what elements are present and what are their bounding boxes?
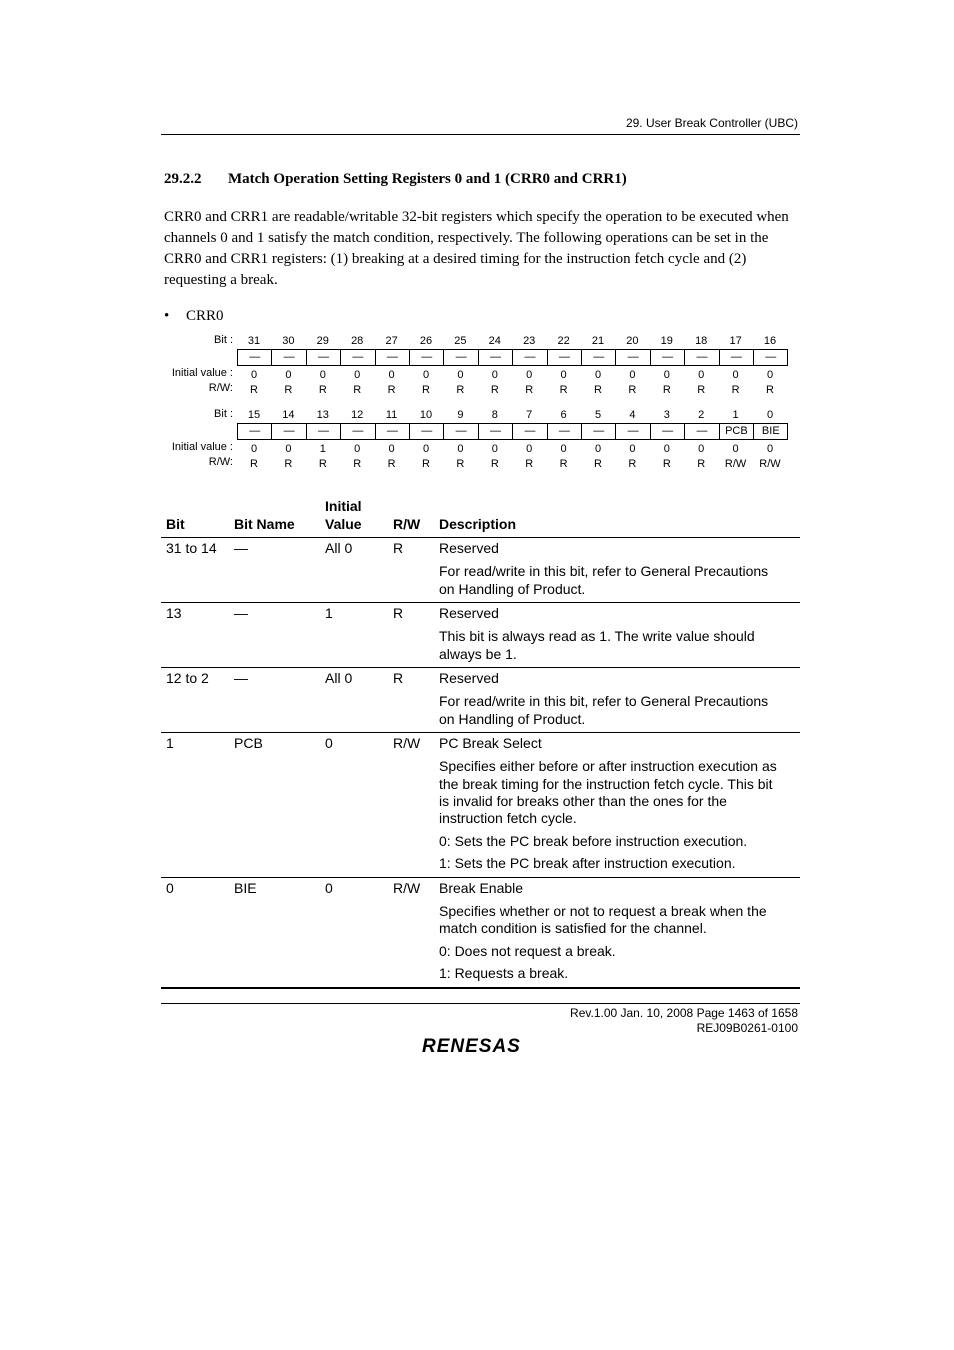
col-header-initial-1: Initial (325, 498, 362, 514)
initial-value: 0 (457, 369, 464, 381)
bit-number: 19 (660, 335, 673, 347)
bit-number: 9 (457, 409, 464, 421)
initial-value: 0 (766, 369, 774, 381)
row-description-line: Break Enable (439, 880, 524, 896)
initial-value: 1 (319, 443, 326, 455)
initial-value: 0 (663, 369, 670, 381)
initial-value: 0 (766, 443, 774, 455)
row-description-line: Reserved (439, 540, 499, 556)
upper-bit-field-box (237, 349, 788, 366)
bit-name-cell: — (548, 350, 582, 365)
bit-number: 11 (385, 409, 398, 421)
bit-name-cell: — (307, 350, 341, 365)
rw-value: R (490, 384, 499, 396)
rw-value: R (353, 384, 362, 396)
table-bottom-rule (161, 987, 800, 989)
bit-number: 24 (488, 335, 501, 347)
bit-name-cell: — (513, 350, 547, 365)
bit-number: 0 (766, 409, 774, 421)
bit-number: 2 (698, 409, 705, 421)
initial-value: 0 (388, 443, 395, 455)
rw-value: R (250, 384, 258, 396)
rw-value: R (422, 458, 430, 470)
rw-value: R (387, 384, 396, 396)
bit-name-cell: — (479, 424, 513, 439)
bit-name-cell: — (720, 350, 754, 365)
row-separator (161, 732, 800, 733)
bit-name-cell: — (616, 424, 650, 439)
row-bit-name: PCB (234, 735, 263, 751)
rw-value: R (525, 384, 534, 396)
initial-value: 0 (698, 369, 705, 381)
rw-value: R (250, 458, 258, 470)
bit-number: 23 (523, 335, 536, 347)
bit-number: 15 (247, 409, 261, 421)
initial-value: 0 (560, 369, 567, 381)
row-bit-name: — (234, 670, 248, 686)
intro-paragraph: CRR0 and CRR1 are readable/writable 32-bit registers which specify the operation to be executed when channels 0 and 1 satisfy the match condition, respectively. The following operations can be set in the CRR0 and CRR1 registers: (1) breaking at a desired timing for the instruction fetch cycle and (2) requesting a break. (164, 209, 789, 288)
bit-number: 21 (591, 335, 605, 347)
bit-name-cell: — (765, 351, 777, 363)
renesas-logo-mark (422, 1033, 542, 1057)
row-separator (161, 602, 800, 603)
rw-value: R (318, 384, 327, 396)
row-description-line: 1: Sets the PC break after instruction execution. (439, 855, 736, 871)
bit-number: 8 (491, 409, 498, 421)
row-description-line: on Handling of Product. (439, 711, 586, 727)
lower-bit-row-label: Bit : (214, 408, 233, 420)
bit-name-cell: — (479, 350, 513, 365)
bit-name-cell: — (651, 350, 685, 365)
rw-value: R (559, 384, 568, 396)
initial-value: 0 (732, 443, 739, 455)
row-rw: R (393, 540, 404, 556)
row-description-line: Specifies either before or after instruction execution as (439, 758, 777, 774)
bit-number: 13 (316, 409, 329, 421)
row-separator (161, 877, 800, 878)
row-rw: R/W (393, 880, 421, 896)
row-description-line: PC Break Select (439, 735, 542, 751)
bit-name-cell: — (238, 350, 272, 365)
upper-bit-row-label: Bit : (214, 334, 233, 346)
row-bit: 1 (166, 735, 174, 751)
footer-info (570, 1006, 798, 1036)
lower-initial-row-label: Initial value : (171, 441, 233, 453)
renesas-logo (422, 1033, 542, 1057)
col-header-description: Description (439, 516, 517, 532)
row-description-line: 0: Sets the PC break before instruction execution. (439, 833, 748, 849)
row-description-line: 1: Requests a break. (439, 965, 569, 981)
row-rw: R/W (393, 735, 421, 751)
rw-value: R (697, 458, 706, 470)
row-description-line: on Handling of Product. (439, 581, 586, 597)
initial-value: 0 (663, 443, 670, 455)
row-initial-value: 0 (325, 735, 333, 751)
upper-initial-row-label: Initial value : (171, 367, 233, 379)
section-title: Match Operation Setting Registers 0 and 1 (CRR0 and CRR1) (228, 171, 627, 187)
bit-number: 26 (419, 335, 433, 347)
initial-value: 0 (250, 443, 258, 455)
initial-value: 0 (422, 443, 430, 455)
initial-value: 0 (354, 443, 361, 455)
rw-value: R (628, 458, 637, 470)
section-number: 29.2.2 (164, 171, 202, 187)
rw-value: R (662, 384, 671, 396)
upper-rw-row-label: R/W: (208, 382, 233, 394)
bit-number: 7 (526, 409, 533, 421)
row-bit: 12 to 2 (166, 670, 209, 686)
rw-value: R (284, 458, 293, 470)
rw-value: R (594, 384, 602, 396)
header-rule (161, 134, 800, 135)
bit-name-cell: — (341, 424, 375, 439)
initial-value: 0 (491, 369, 498, 381)
bullet: • (164, 308, 170, 324)
rw-value: R (284, 384, 293, 396)
initial-value: 0 (560, 443, 567, 455)
bit-number: 20 (626, 335, 639, 347)
bit-number: 27 (385, 335, 398, 347)
logo-text: RENESAS (422, 1036, 521, 1057)
row-initial-value: 1 (325, 605, 333, 621)
initial-value: 0 (319, 369, 326, 381)
rw-value: R (456, 384, 465, 396)
row-separator (161, 667, 800, 668)
bit-name-cell: — (444, 350, 478, 365)
bit-name-cell: BIE (761, 425, 780, 437)
row-description-line: Reserved (439, 670, 499, 686)
row-bit-name: — (234, 605, 248, 621)
lower-rw-row-label: R/W: (208, 456, 233, 468)
initial-value: 0 (250, 369, 258, 381)
row-description-line: instruction fetch cycle. (439, 810, 577, 826)
bit-number: 22 (557, 335, 570, 347)
lower-bit-field-box (237, 423, 788, 440)
rw-value: R (422, 384, 430, 396)
bit-number: 17 (729, 335, 742, 347)
register-label (164, 308, 224, 325)
section-heading (164, 171, 627, 188)
col-header-rw: R/W (393, 516, 421, 532)
rw-value: R (628, 384, 637, 396)
row-bit-name: BIE (234, 880, 257, 896)
initial-value: 0 (457, 443, 464, 455)
register-name: CRR0 (186, 308, 224, 324)
initial-value: 0 (285, 443, 292, 455)
row-initial-value: All 0 (325, 670, 353, 686)
row-description-line: always be 1. (439, 646, 517, 662)
bit-number: 16 (763, 335, 777, 347)
col-header-bit: Bit (166, 516, 185, 532)
row-rw: R (393, 670, 404, 686)
bit-name-cell: — (376, 350, 410, 365)
bit-name-cell: — (582, 350, 616, 365)
col-header-initial-2: Value (325, 516, 362, 532)
col-header-bit-name: Bit Name (234, 516, 295, 532)
row-description-line: the break timing for the instruction fetch cycle. This bit (439, 776, 773, 792)
initial-value: 0 (594, 369, 602, 381)
bit-number: 1 (732, 409, 739, 421)
bit-name-cell: — (272, 350, 306, 365)
initial-value: 0 (698, 443, 705, 455)
rw-value: R (766, 384, 774, 396)
row-description-line: match condition is satisfied for the channel. (439, 920, 707, 936)
bit-number: 3 (663, 409, 670, 421)
rw-value: R (456, 458, 465, 470)
rw-value: R (353, 458, 362, 470)
initial-value: 0 (388, 369, 395, 381)
bit-name-cell: — (685, 424, 719, 439)
row-description-line: is invalid for breaks other than the ones for the (439, 793, 727, 809)
initial-value: 0 (354, 369, 361, 381)
bit-name-cell: — (272, 424, 306, 439)
initial-value: 0 (526, 443, 533, 455)
bit-name-cell: — (651, 424, 685, 439)
bit-name-cell: — (410, 350, 444, 365)
row-bit: 31 to 14 (166, 540, 217, 556)
row-description-line: 0: Does not request a break. (439, 943, 616, 959)
initial-value: 0 (629, 443, 636, 455)
row-description-line: For read/write in this bit, refer to General Precautions (439, 563, 769, 579)
bit-number: 29 (316, 335, 329, 347)
row-bit: 0 (166, 880, 174, 896)
initial-value: 0 (526, 369, 533, 381)
bit-name-cell: — (444, 424, 478, 439)
row-initial-value: All 0 (325, 540, 353, 556)
bit-number: 5 (594, 409, 602, 421)
bit-number: 12 (351, 409, 364, 421)
bit-number: 6 (560, 409, 567, 421)
footer-rule (161, 1003, 800, 1004)
bit-name-cell: PCB (720, 424, 754, 439)
footer-rev: Rev.1.00 Jan. 10, 2008 Page 1463 of 1658 (570, 1006, 798, 1020)
bit-name-cell: — (410, 424, 444, 439)
bit-name-cell: — (513, 424, 547, 439)
initial-value: 0 (491, 443, 498, 455)
footer-doc-number: REJ09B0261-0100 (696, 1021, 798, 1035)
bit-name-cell: — (376, 424, 410, 439)
bit-name-cell: — (616, 350, 650, 365)
table-header-rule (161, 537, 800, 538)
bit-number: 31 (247, 335, 261, 347)
row-description-line: For read/write in this bit, refer to General Precautions (439, 693, 769, 709)
bit-name-cell: — (307, 424, 341, 439)
bit-number: 10 (419, 409, 433, 421)
bit-name-cell: — (341, 350, 375, 365)
rw-value: R (525, 458, 534, 470)
bit-number: 18 (695, 335, 708, 347)
rw-value: R (662, 458, 671, 470)
bit-number: 30 (282, 335, 295, 347)
rw-value: R (387, 458, 396, 470)
row-bit: 13 (166, 605, 182, 621)
bit-name-cell: — (685, 350, 719, 365)
rw-value: R (559, 458, 568, 470)
row-rw: R (393, 605, 404, 621)
initial-value: 0 (629, 369, 636, 381)
initial-value: 0 (594, 443, 602, 455)
rw-value: R/W (759, 458, 781, 470)
bit-name-cell: — (582, 424, 616, 439)
bit-name-cell: — (238, 424, 272, 439)
rw-value: R (490, 458, 499, 470)
rw-value: R (731, 384, 740, 396)
rw-value: R/W (724, 458, 747, 470)
row-description-line: Specifies whether or not to request a break when the (439, 903, 767, 919)
rw-value: R (697, 384, 706, 396)
bit-number: 25 (454, 335, 467, 347)
initial-value: 0 (285, 369, 292, 381)
row-description-line: This bit is always read as 1. The write value should (439, 628, 755, 644)
row-description-line: Reserved (439, 605, 499, 621)
running-header: 29. User Break Controller (UBC) (625, 116, 798, 130)
initial-value: 0 (732, 369, 739, 381)
row-bit-name: — (234, 540, 248, 556)
rw-value: R (594, 458, 602, 470)
rw-value: R (318, 458, 327, 470)
row-initial-value: 0 (325, 880, 333, 896)
bit-name-cell: — (548, 424, 582, 439)
bit-number: 4 (629, 409, 636, 421)
initial-value: 0 (422, 369, 430, 381)
bit-number: 14 (282, 409, 295, 421)
bit-number: 28 (351, 335, 364, 347)
